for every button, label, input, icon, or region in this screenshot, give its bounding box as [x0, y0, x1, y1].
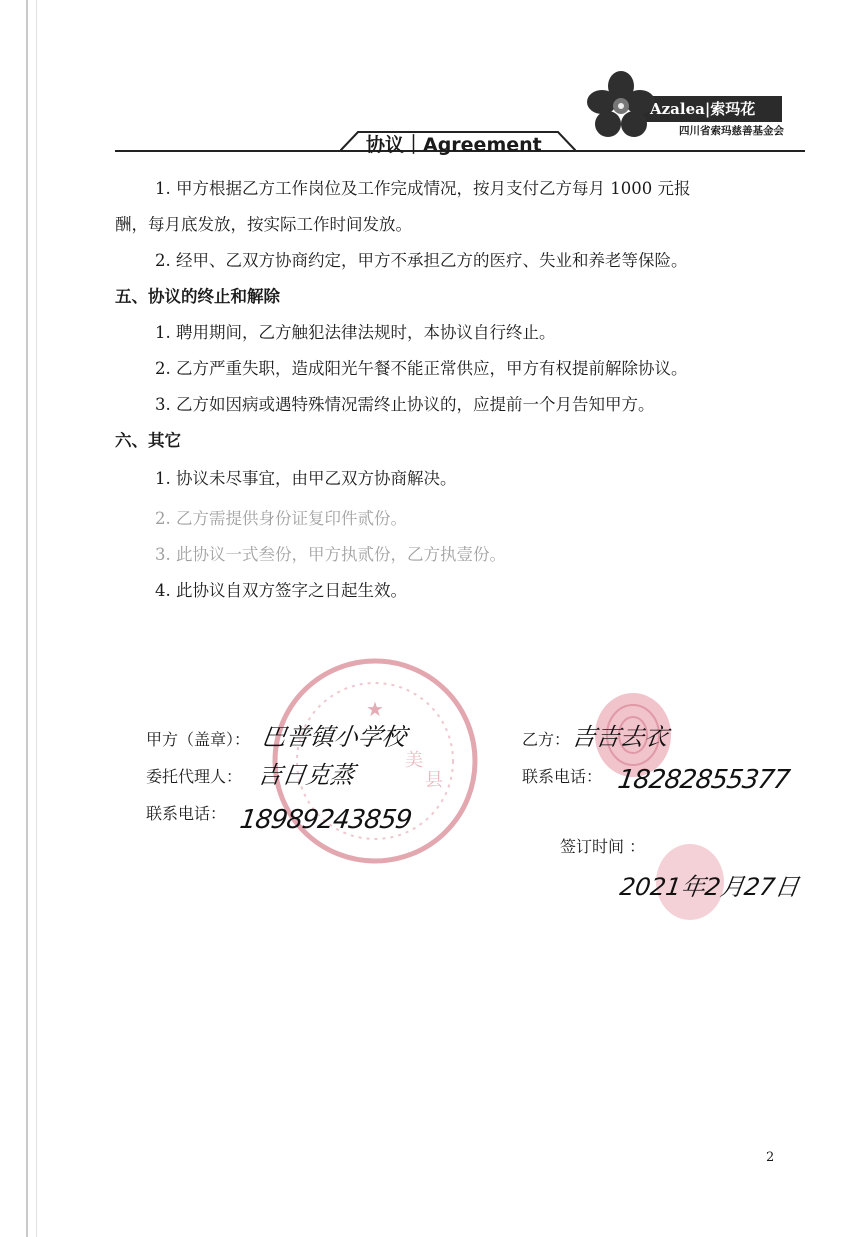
scan-edge-inner: [36, 0, 37, 1237]
section-5-heading: 五、协议的终止和解除: [115, 287, 280, 306]
party-a-phone-label: 联系电话：: [146, 804, 227, 823]
svg-text:★: ★: [366, 697, 384, 721]
section-5-item-2: 2. 乙方严重失职，造成阳光午餐不能正常供应，甲方有权提前解除协议。: [155, 359, 688, 378]
section-6-heading: 六、其它: [115, 431, 181, 450]
svg-text:县: 县: [425, 770, 443, 791]
party-a-phone: 18989243859: [237, 805, 414, 835]
party-b-phone: 18282855377: [615, 765, 792, 795]
section-6-item-2: 2. 乙方需提供身份证复印件贰份。: [155, 509, 407, 528]
party-a-label: 甲方（盖章）：: [146, 730, 251, 749]
page-number: 2: [766, 1150, 775, 1165]
party-b-phone-label: 联系电话：: [522, 767, 603, 786]
section-6-item-3: 3. 此协议一式叁份，甲方执贰份，乙方执壹份。: [155, 545, 506, 564]
scan-edge: [26, 0, 28, 1237]
clause-1-line-1: 1. 甲方根据乙方工作岗位及工作完成情况，按月支付乙方每月 1000 元报: [155, 179, 691, 198]
signing-date: 2021年2月27日: [618, 873, 801, 901]
party-b-label: 乙方：: [522, 730, 571, 749]
clause-2: 2. 经甲、乙双方协商约定，甲方不承担乙方的医疗、失业和养老等保险。: [155, 251, 688, 270]
agent-label: 委托代理人：: [146, 767, 243, 786]
party-a-signature: 巴普镇小学校: [260, 723, 408, 751]
section-5-item-3: 3. 乙方如因病或遇特殊情况需终止协议的，应提前一个月告知甲方。: [155, 395, 655, 414]
party-b-signature: 吉吉去衣: [570, 723, 670, 751]
date-label: 签订时间 ：: [560, 837, 646, 856]
section-6-item-4: 4. 此协议自双方签字之日起生效。: [155, 581, 407, 600]
foundation-logo: [586, 70, 782, 142]
logo-org-name: 四川省索玛慈善基金会: [679, 125, 784, 137]
page-title: 协议｜Agreement: [366, 134, 542, 156]
agent-signature: 吉日克蒸: [256, 761, 356, 789]
logo-name: Azalea|索玛花: [650, 100, 756, 118]
section-6-item-1: 1. 协议未尽事宜，由甲乙双方协商解决。: [155, 469, 457, 488]
section-5-item-1: 1. 聘用期间，乙方触犯法律法规时，本协议自行终止。: [155, 323, 556, 342]
clause-1-line-2: 酬，每月底发放，按实际工作时间发放。: [115, 215, 412, 234]
svg-text:美: 美: [405, 750, 423, 771]
